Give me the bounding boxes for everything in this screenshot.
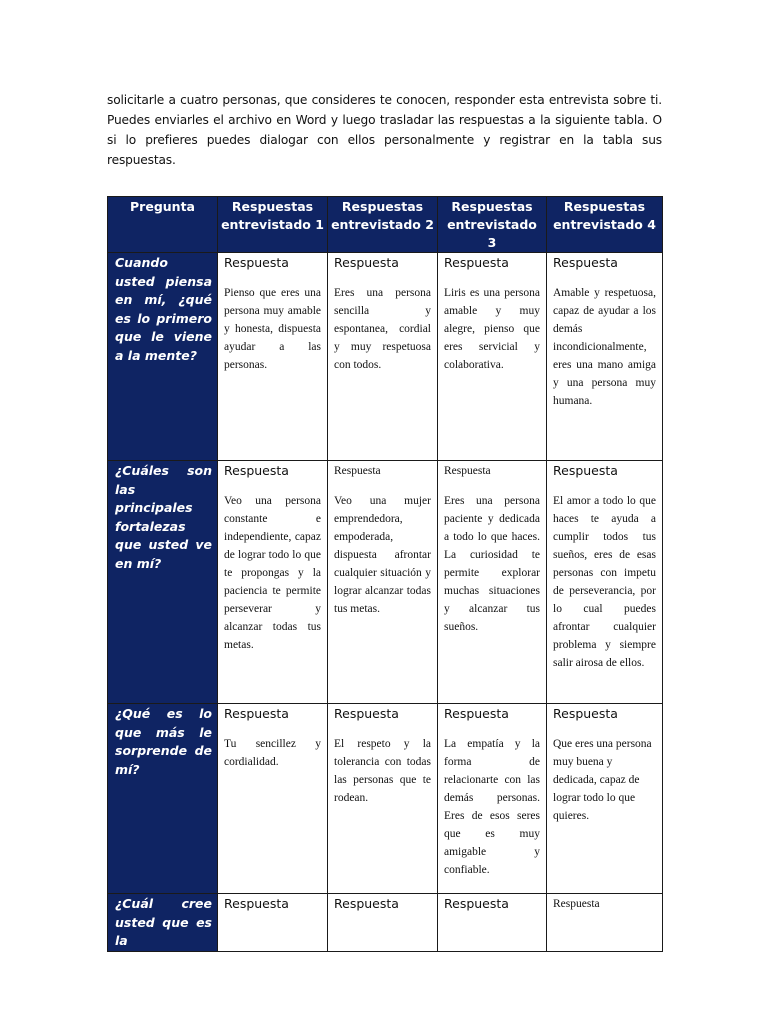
answer-cell [328,461,438,704]
table-row [108,704,663,894]
response-label: Respuesta [444,255,509,270]
response-label: Respuesta [444,706,509,721]
answer-text: Liris es una persona amable y muy alegre, pienso que eres servicial y colaborativa. [444,287,540,371]
header-question: Pregunta [108,197,218,253]
response-label: Respuesta [334,896,399,911]
response-label: Respuesta [553,463,618,478]
intro-paragraph: solicitarle a cuatro personas, que consideres te conocen, responder esta entrevista sobre ti. Puedes enviarles el archivo en Word y luego trasladar las respuestas a la siguiente tabla. O si lo prefieres puedes dialogar con ellos personalmente y registrar en la tabla sus respuestas. [107,93,662,167]
answer-text: Veo una mujer emprendedora, empoderada, dispuesta afrontar cualquier situación y lograr alcanzar todas tus metas. [334,495,431,615]
response-label: Respuesta [553,255,618,270]
answer-text: Veo una persona constante e independiente, capaz de lograr todo lo que te propongas y la paciencia te permite perseverar y alcanzar todas tus metas. [224,495,321,651]
answer-text: Pienso que eres una persona muy amable y honesta, dispuesta ayudar a las personas. [224,287,321,371]
response-label: Respuesta [224,463,289,478]
answer-cell [328,894,438,952]
response-label: Respuesta [334,465,381,477]
answer-cell [218,253,328,461]
response-label: Respuesta [444,896,509,911]
header-respondent-4: Respuestas entrevistado 4 [547,197,663,253]
question-cell: ¿Cuál cree usted que es la [108,894,218,952]
answer-text: La empatía y la forma de relacionarte con las demás personas. Eres de esos seres que es muy amigable y confiable. [444,738,540,876]
response-label: Respuesta [553,898,600,910]
question-cell: Cuando usted piensa en mí, ¿qué es lo primero que le viene a la mente? [108,253,218,461]
answer-cell [438,253,547,461]
answer-cell [328,704,438,894]
response-label: Respuesta [224,896,289,911]
table-header-row [108,197,663,253]
answer-text: El respeto y la tolerancia con todas las personas que te rodean. [334,738,431,804]
answer-cell [328,253,438,461]
answer-cell [547,253,663,461]
answer-text: Amable y respetuosa, capaz de ayudar a los demás incondicionalmente, eres una mano amiga y una persona muy humana. [553,287,656,407]
response-label: Respuesta [334,255,399,270]
response-label: Respuesta [553,706,618,721]
response-label: Respuesta [224,255,289,270]
question-cell: ¿Cuáles son las principales fortalezas que usted ve en mí? [108,461,218,704]
table-row [108,461,663,704]
answer-cell [438,894,547,952]
answer-text: El amor a todo lo que haces te ayuda a cumplir todos tus sueños, eres de esas personas con impetu de perseverancia, por lo cual puedes afrontar cualquier problema y siempre salir airosa de ellos. [553,495,656,669]
answer-cell [547,704,663,894]
header-respondent-2: Respuestas entrevistado 2 [328,197,438,253]
answer-cell [218,704,328,894]
survey-table [107,196,663,952]
response-label: Respuesta [334,706,399,721]
answer-cell [218,461,328,704]
answer-cell [218,894,328,952]
header-respondent-1: Respuestas entrevistado 1 [218,197,328,253]
answer-cell [438,461,547,704]
table-row [108,253,663,461]
answer-cell [547,894,663,952]
header-respondent-3: Respuestas entrevistado 3 [438,197,547,253]
answer-text: Eres una persona sencilla y espontanea, cordial y muy respetuosa con todos. [334,287,431,371]
response-label: Respuesta [224,706,289,721]
answer-text: Tu sencillez y cordialidad. [224,738,321,768]
response-label: Respuesta [444,465,491,477]
answer-text: Que eres una persona muy buena y dedicada, capaz de lograr todo lo que quieres. [553,738,652,822]
question-cell: ¿Qué es lo que más le sorprende de mí? [108,704,218,894]
table-row [108,894,663,952]
answer-cell [547,461,663,704]
answer-cell [438,704,547,894]
answer-text: Eres una persona paciente y dedicada a todo lo que haces. La curiosidad te permite explorar muchas situaciones y alcanzar tus sueños. [444,495,540,633]
